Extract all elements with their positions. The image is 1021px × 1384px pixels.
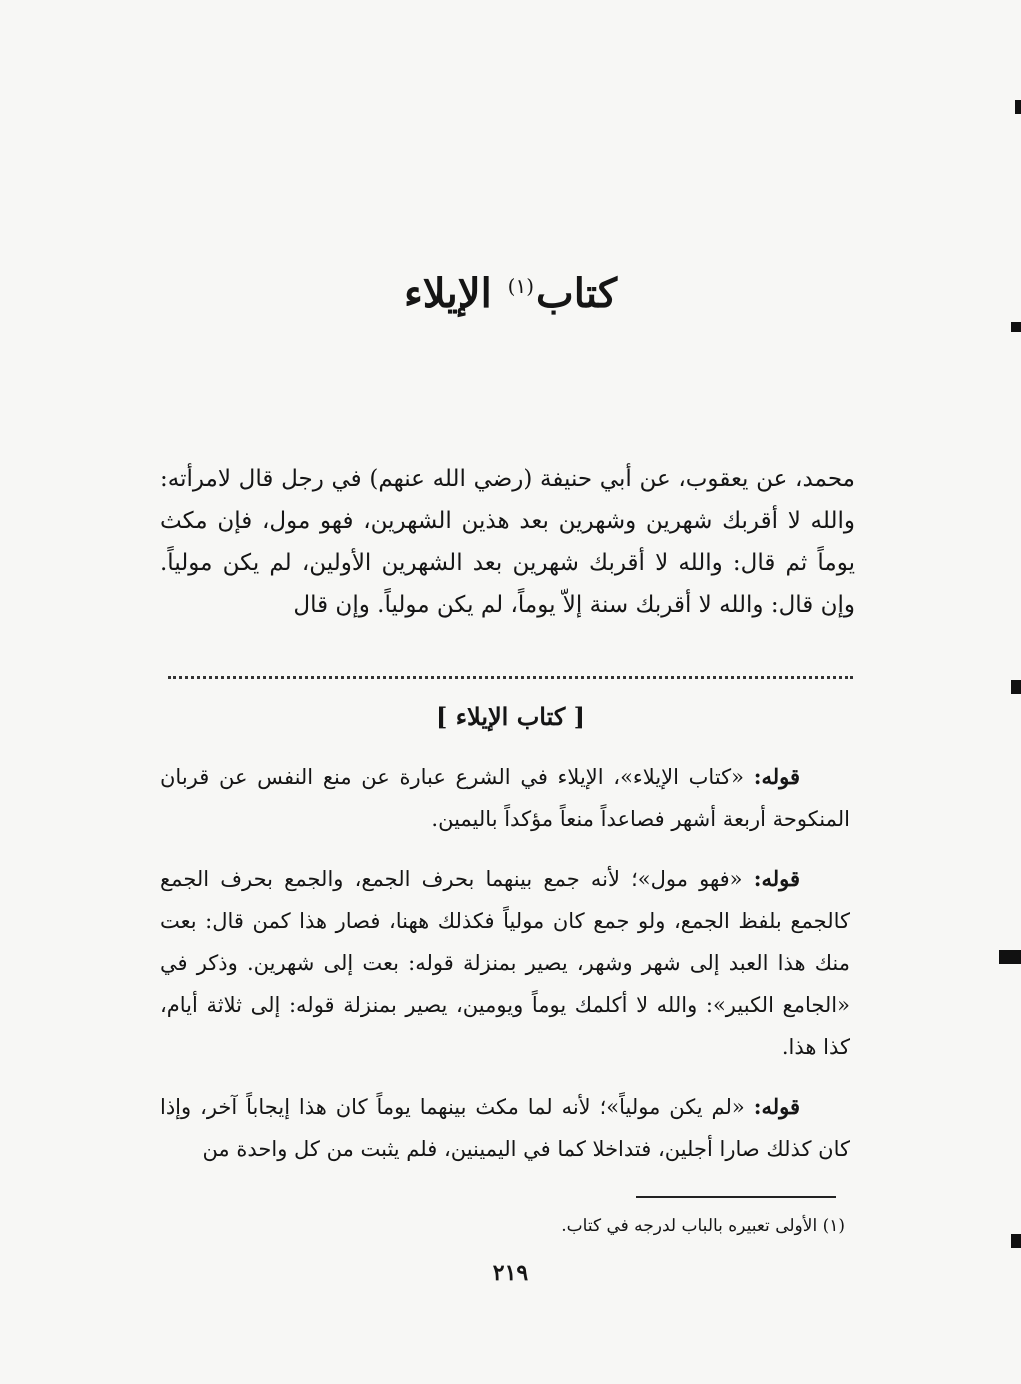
scan-edge-mark (999, 950, 1021, 964)
page-number: ٢١٩ (492, 1260, 529, 1286)
dotted-divider (168, 676, 853, 679)
footnote-reference: (١) (507, 273, 535, 298)
commentary-lead: قوله: (753, 866, 800, 891)
commentary-text: «لم يكن مولياً»؛ لأنه لما مكث بينهما يوماً كان هذا إيجاباً آخر، وإذا كان كذلك صارا أجلين، فتداخلا كما في اليمينين، فلم يثبت من كل واحدة من (160, 1095, 850, 1161)
commentary-lead: قوله: (753, 1094, 800, 1119)
footnote: (١) الأولى تعبيره بالباب لدرجه في كتاب. (561, 1216, 845, 1236)
commentary-paragraph (160, 858, 850, 1068)
scan-edge-mark (1011, 322, 1021, 332)
footnote-rule (636, 1196, 836, 1198)
scan-edge-mark (1011, 1234, 1021, 1248)
chapter-title (0, 270, 1021, 317)
scan-edge-mark (1011, 680, 1021, 694)
scan-edge-mark (1015, 100, 1021, 114)
commentary-paragraph (160, 756, 850, 840)
commentary-lead: قوله: (753, 764, 800, 789)
commentary (160, 756, 850, 1188)
chapter-title-subject: الإيلاء (403, 270, 492, 317)
section-title: [ كتاب الإيلاء ] (436, 702, 585, 731)
main-text: محمد، عن يعقوب، عن أبي حنيفة (رضي الله عنهم) في رجل قال لامرأته: والله لا أقربك شهرين وشهرين بعد هذين الشهرين، فهو مول، فإن مكث يوماً ثم قال: والله لا أقربك شهرين بعد الشهرين الأولين، لم يكن مولياً. وإن قال: والله لا أقربك سنة إلاّ يوماً، لم يكن مولياً. وإن قال (160, 466, 856, 618)
commentary-text: «كتاب الإيلاء»، الإيلاء في الشرع عبارة عن منع النفس عن قربان المنكوحة أربعة أشهر فصاعداً منعاً مؤكداً باليمين. (160, 765, 850, 831)
commentary-paragraph (160, 1086, 850, 1170)
commentary-text: «فهو مول»؛ لأنه جمع بينهما بحرف الجمع، والجمع بحرف الجمع كالجمع بلفظ الجمع، ولو جمع كان مولياً فكذلك ههنا، فصار هذا كمن قال: بعت منك هذا العبد إلى شهر وشهر، يصير بمنزلة قوله: بعت إلى شهرين. وذكر في «الجامع الكبير»: والله لا أكلمك يوماً ويومين، يصير بمنزلة قوله: إلى ثلاثة أيام، كذا هذا. (160, 867, 850, 1059)
chapter-title-word: كتاب (536, 270, 617, 317)
